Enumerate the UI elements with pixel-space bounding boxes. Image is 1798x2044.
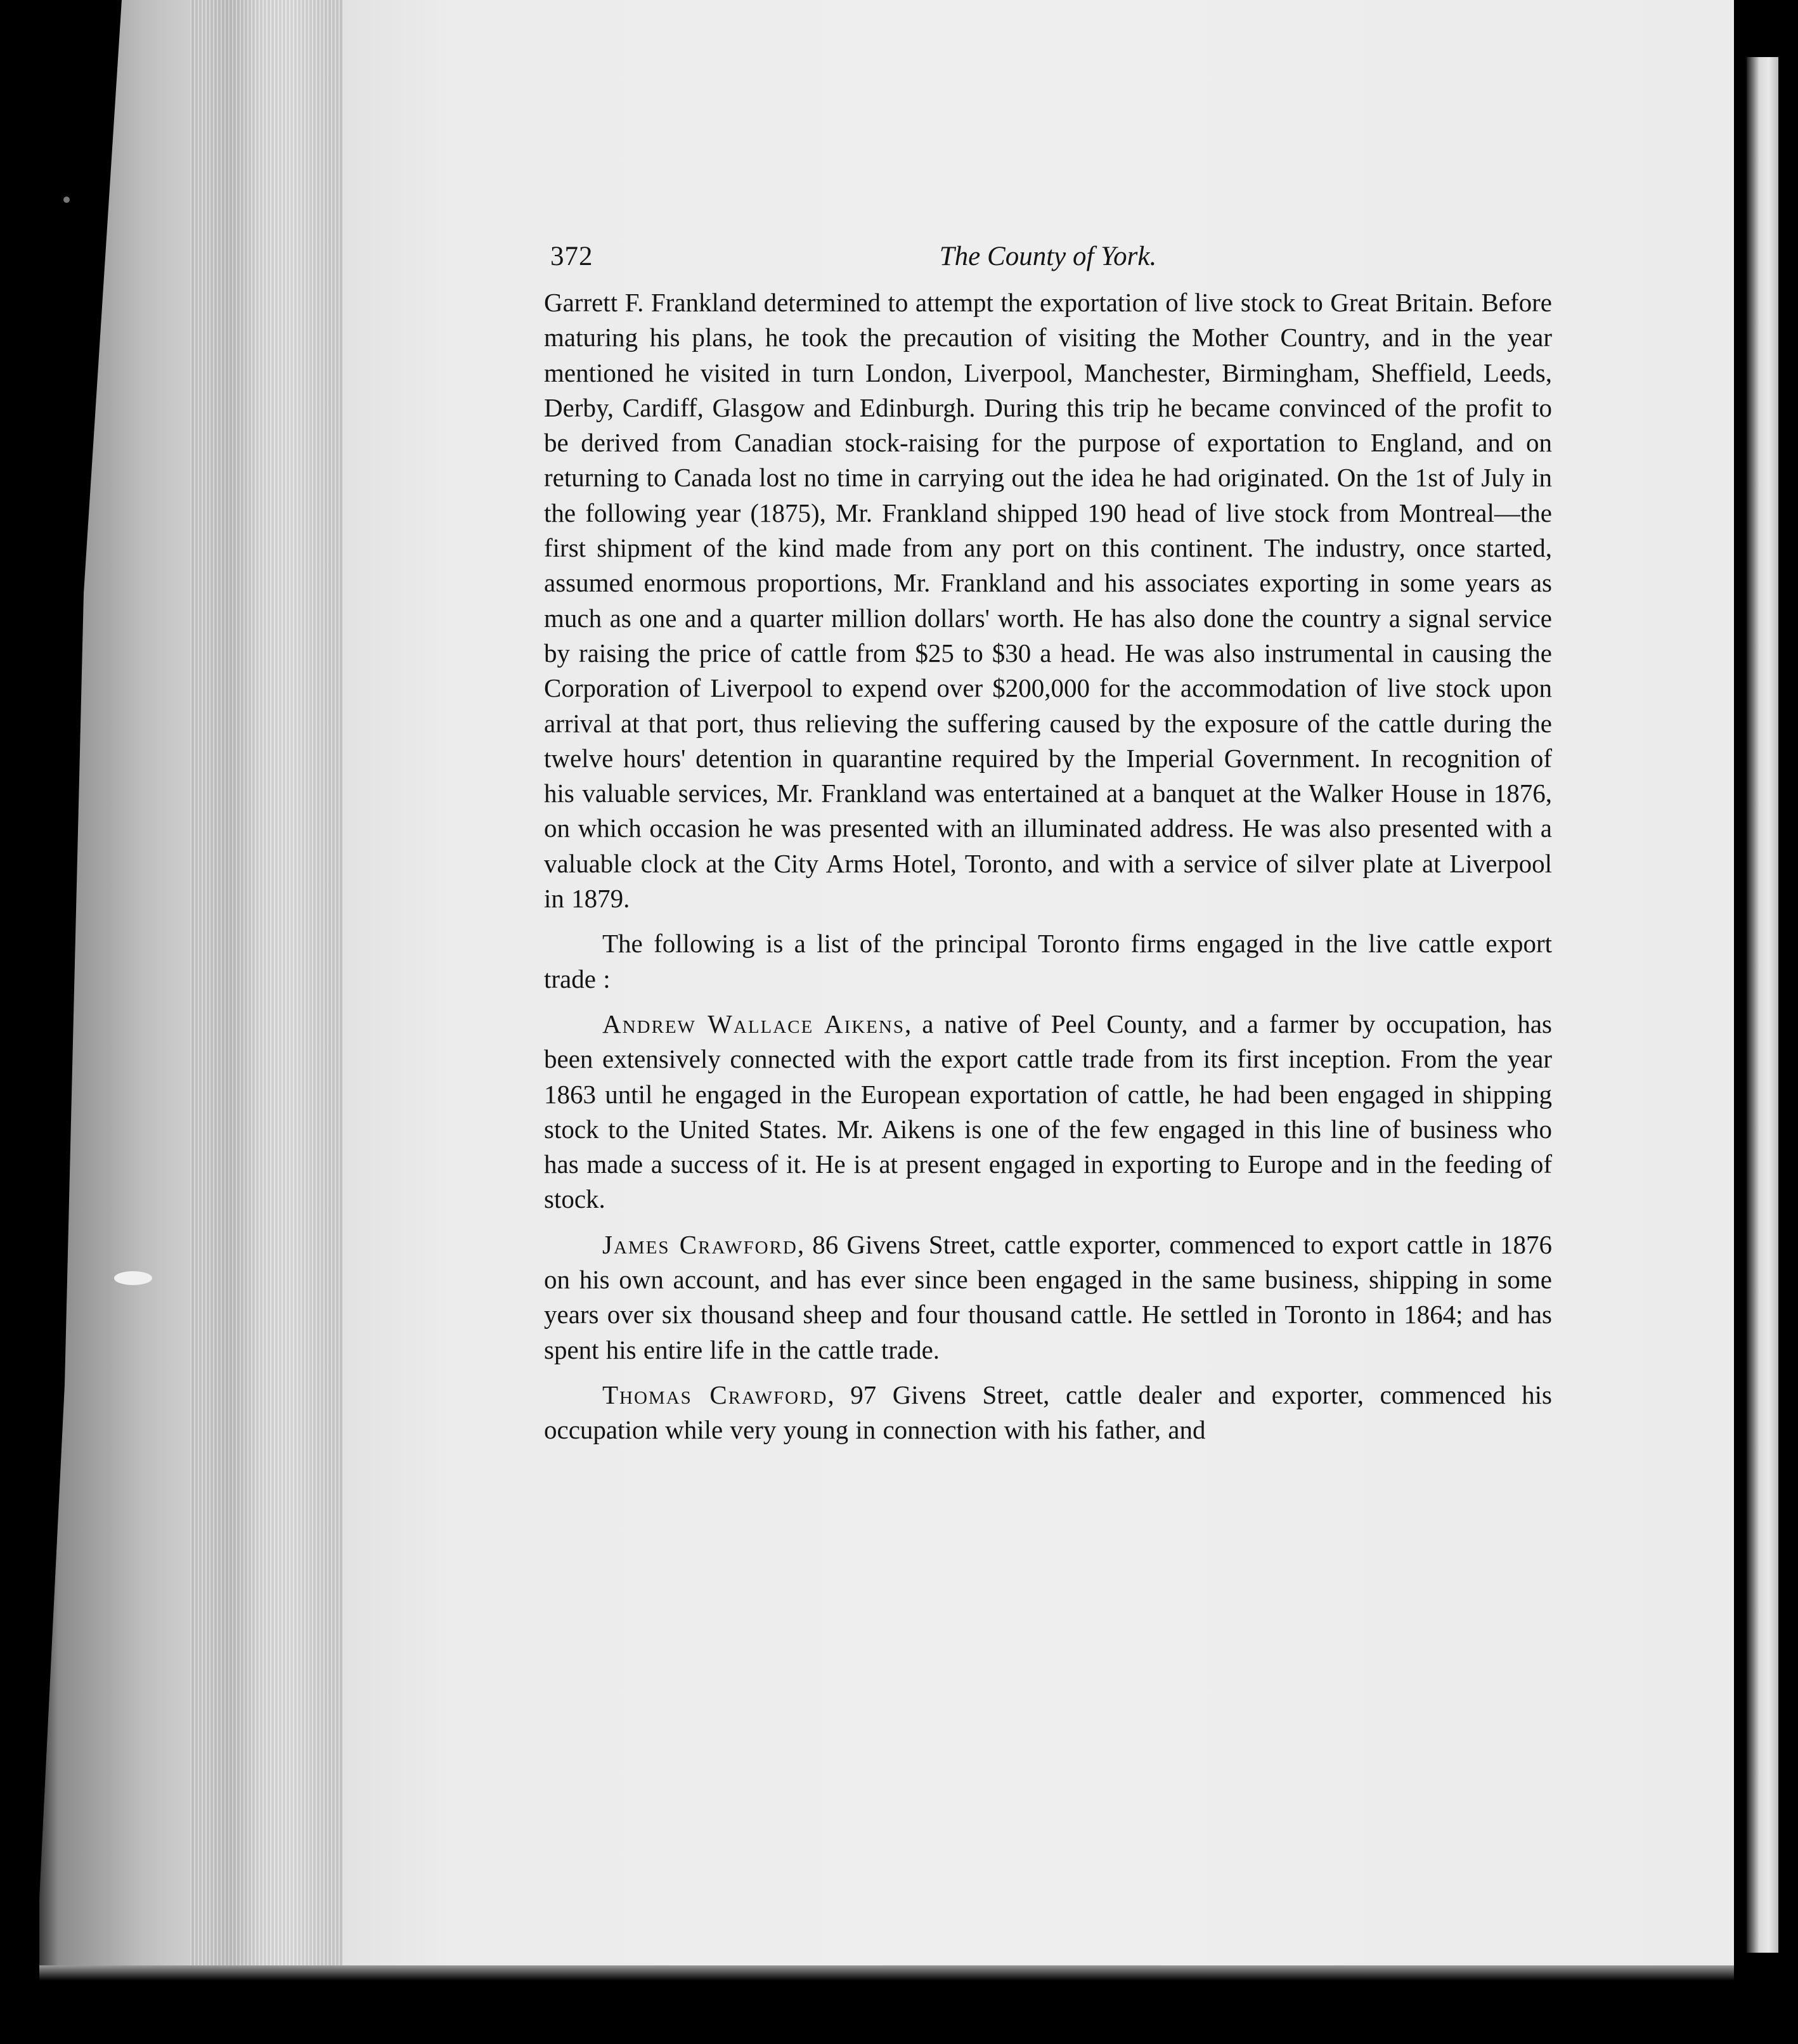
next-page-sliver xyxy=(1747,57,1778,1953)
entry-name: James Crawford xyxy=(602,1229,798,1259)
page-number: 372 xyxy=(550,242,593,271)
paragraph-aikens xyxy=(544,1007,1552,1217)
entry-text: , a native of Peel County, and a farmer by occupation, has been extensively connected with the export cattle trade from its first inception. From the year 1863 until he engaged in the European exportation of cattle, he had been engaged in shipping stock to the United States. Mr. Aikens is one of the few engaged in this line of business who has made a success of it. He is at present engaged in exporting to Europe and in the feeding of stock. xyxy=(544,1009,1552,1214)
entry-name: Andrew Wallace Aikens xyxy=(602,1009,905,1038)
running-title: The County of York. xyxy=(939,242,1157,271)
entry-text: , 86 Givens Street, cattle exporter, commenced to export cattle in 1876 on his own account, and has ever since been engaged in the same business, shipping in some years over six thousand sheep and four thousand cattle. He settled in Toronto in 1864; and has spent his entire life in the cattle trade. xyxy=(544,1229,1552,1364)
scan-speck xyxy=(63,197,70,203)
entry-name: Thomas Crawford xyxy=(602,1380,828,1409)
paragraph-james-crawford xyxy=(544,1227,1552,1368)
page-bottom-shadow xyxy=(39,1965,1738,1981)
entry-text: , 97 Givens Street, cattle dealer and exporter, commenced his occupation while very young in connection with his father, and xyxy=(544,1380,1553,1445)
running-head xyxy=(544,235,1552,285)
scan-speck xyxy=(114,1271,152,1285)
paragraph-intro-list: The following is a list of the principal Toronto firms engaged in the live cattle export trade : xyxy=(544,929,1552,993)
page-edge-lines xyxy=(190,0,355,1978)
text-block xyxy=(544,235,1552,1448)
paragraph-thomas-crawford xyxy=(544,1378,1552,1448)
paragraph-frankland: Garrett F. Frankland determined to attempt the exportation of live stock to Great Britain. Before maturing his plans, he took the precaution of visiting the Mother Country, and in the year mentioned he visited in turn London, Liverpool, Manchester, Birmingham, Sheffield, Leeds, Derby, Cardiff, Glasgow and Edinburgh. During this trip he became convinced of the profit to be derived from Canadian stock-raising for the purpose of exportation to England, and on returning to Canada lost no time in carrying out the idea he had originated. On the 1st of July in the following year (1875), Mr. Frankland shipped 190 head of live stock from Montreal—the first shipment of the kind made from any port on this continent. The industry, once started, assumed enormous proportions, Mr. Frankland and his associates exporting in some years as much as one and a quarter million dollars' worth. He has also done the country a signal service by raising the price of cattle from $25 to $30 a head. He was also instrumental in causing the Corporation of Liverpool to expend over $200,000 for the accommodation of live stock upon arrival at that port, thus relieving the suffering caused by the exposure of the cattle during the twelve hours' detention in quarantine required by the Imperial Government. In recognition of his valuable services, Mr. Frankland was entertained at a banquet at the Walker House in 1876, on which occasion he was presented with an illuminated address. He was also presented with a valuable clock at the City Arms Hotel, Toronto, and with a service of silver plate at Liverpool in 1879. xyxy=(544,288,1552,914)
